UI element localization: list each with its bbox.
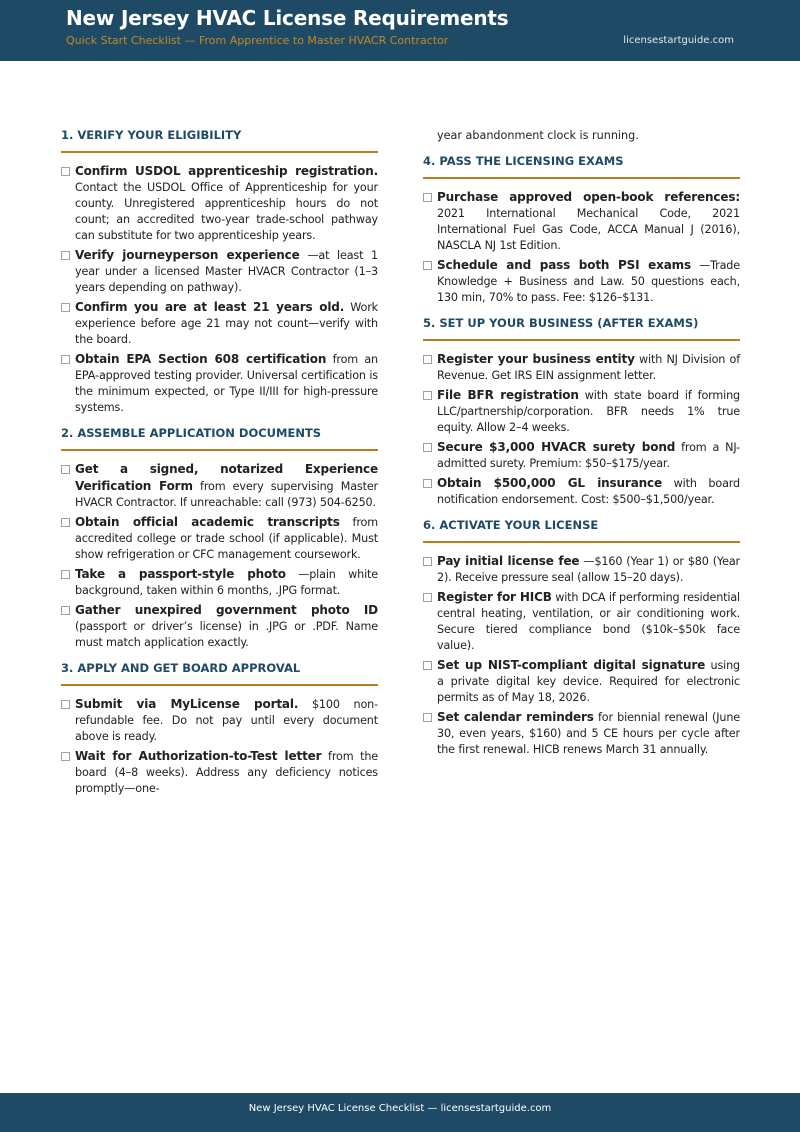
section-title: 5. SET UP YOUR BUSINESS (AFTER EXAMS) <box>423 316 740 341</box>
checklist-item <box>61 299 378 348</box>
checklist-item <box>423 709 740 758</box>
checklist-item <box>423 589 740 654</box>
item-lead: Verify journeyperson experience <box>75 248 300 262</box>
item-text: from an EPA-approved testing provider. Universal certification is the minimum expected, or Type II/III for high-pressure systems. <box>75 353 378 414</box>
item-lead: Pay initial license fee <box>437 554 580 568</box>
item-lead: Gather unexpired government photo ID <box>75 603 378 617</box>
checklist-item <box>61 748 378 797</box>
item-lead: Take a passport-style photo <box>75 567 286 581</box>
item-lead: Wait for Authorization-to-Test letter <box>75 749 322 763</box>
checkbox[interactable] <box>423 713 432 722</box>
checkbox[interactable] <box>423 355 432 364</box>
checkbox[interactable] <box>423 479 432 488</box>
item-text: from accredited college or trade school (if applicable). Must show refrigeration or CFC management coursework. <box>75 516 378 561</box>
checklist-item <box>423 351 740 384</box>
section-title: 4. PASS THE LICENSING EXAMS <box>423 154 740 179</box>
checkbox[interactable] <box>423 593 432 602</box>
item-text: —Trade Knowledge + Business and Law. 50 questions each, 130 min, 70% to pass. Fee: $126–$131. <box>437 259 740 304</box>
checklist-item <box>423 387 740 436</box>
item-text: with state board if forming LLC/partnership/corporation. BFR needs 1% true equity. Allow 2–4 weeks. <box>437 389 740 434</box>
page-header <box>0 0 800 61</box>
item-text: using a private digital key device. Required for electronic permits as of May 18, 2026. <box>437 659 740 704</box>
item-lead: Obtain official academic transcripts <box>75 515 340 529</box>
checkbox[interactable] <box>61 752 70 761</box>
item-text: from a NJ-admitted surety. Premium: $50–$175/year. <box>437 441 740 470</box>
checkbox[interactable] <box>423 557 432 566</box>
item-text: —$160 (Year 1) or $80 (Year 2). Receive pressure seal (allow 15–20 days). <box>437 555 740 584</box>
checklist-item <box>61 163 378 244</box>
item-text: —at least 1 year under a licensed Master HVACR Contractor (1–3 years depending on pathway). <box>75 249 378 294</box>
section-title: 6. ACTIVATE YOUR LICENSE <box>423 518 740 543</box>
item-lead: Get a signed, notarized Experience Verification Form <box>75 462 378 493</box>
site-url: licensestartguide.com <box>623 35 734 46</box>
checkbox[interactable] <box>61 251 70 260</box>
item-text: 2021 International Mechanical Code, 2021 International Fuel Gas Code, ACCA Manual J (2016), NASCLA NJ 1st Edition. <box>437 207 740 252</box>
checklist-item <box>61 602 378 651</box>
checkbox[interactable] <box>61 518 70 527</box>
checkbox[interactable] <box>423 193 432 202</box>
checkbox[interactable] <box>423 391 432 400</box>
checklist-item <box>61 566 378 599</box>
section-apply <box>61 661 378 797</box>
section-eligibility <box>61 128 378 416</box>
item-text: with DCA if performing residential central heating, ventilation, or air conditioning work. Secure tiered compliance bond ($10k–$50k face value). <box>437 591 740 652</box>
item-text: Work experience before age 21 may not count—verify with the board. <box>75 301 379 346</box>
checkbox[interactable] <box>61 465 70 474</box>
checkbox[interactable] <box>61 570 70 579</box>
item-text: $100 non-refundable fee. Do not pay until every document above is ready. <box>75 698 378 743</box>
checkbox[interactable] <box>423 661 432 670</box>
item-lead: Register for HICB <box>437 590 552 604</box>
checkbox[interactable] <box>61 303 70 312</box>
checklist-item <box>61 461 378 511</box>
item-continuation: year abandonment clock is running. <box>437 129 639 142</box>
item-lead: File BFR registration <box>437 388 579 402</box>
section-activate <box>423 518 740 758</box>
item-lead: Purchase approved open-book references: <box>437 190 740 204</box>
item-lead: Set up NIST-compliant digital signature <box>437 658 706 672</box>
section-exams <box>423 154 740 306</box>
item-text: with board notification endorsement. Cost: $500–$1,500/year. <box>437 477 740 506</box>
section-title: 3. APPLY AND GET BOARD APPROVAL <box>61 661 378 686</box>
section-business <box>423 316 740 508</box>
checklist-item <box>423 257 740 306</box>
checklist-item <box>423 475 740 508</box>
item-lead: Set calendar reminders <box>437 710 594 724</box>
checklist-item <box>423 439 740 472</box>
checkbox[interactable] <box>61 700 70 709</box>
checklist-item <box>423 553 740 586</box>
item-lead: Confirm USDOL apprenticeship registration. <box>75 164 378 178</box>
item-lead: Register your business entity <box>437 352 635 366</box>
checklist-item <box>61 247 378 296</box>
item-lead: Submit via MyLicense portal. <box>75 697 299 711</box>
footer-text: New Jersey HVAC License Checklist — licensestartguide.com <box>248 1103 552 1114</box>
checklist-item <box>61 696 378 745</box>
checkbox[interactable] <box>61 167 70 176</box>
left-column <box>61 128 378 807</box>
page-subtitle: Quick Start Checklist — From Apprentice to Master HVACR Contractor <box>66 34 449 47</box>
checklist-item <box>423 189 740 254</box>
checkbox[interactable] <box>61 606 70 615</box>
item-lead: Secure $3,000 HVACR surety bond <box>437 440 676 454</box>
item-lead: Obtain EPA Section 608 certification <box>75 352 327 366</box>
page-footer <box>0 1093 800 1132</box>
item-text: with NJ Division of Revenue. Get IRS EIN assignment letter. <box>437 353 740 382</box>
checkbox[interactable] <box>423 261 432 270</box>
item-text: from every supervising Master HVACR Contractor. If unreachable: call (973) 504-6250. <box>75 480 378 509</box>
page-title: New Jersey HVAC License Requirements <box>66 6 509 30</box>
section-title: 1. VERIFY YOUR ELIGIBILITY <box>61 128 378 153</box>
item-lead: Obtain $500,000 GL insurance <box>437 476 662 490</box>
section-title: 2. ASSEMBLE APPLICATION DOCUMENTS <box>61 426 378 451</box>
item-text: Contact the USDOL Office of Apprenticeship for your county. Unregistered apprenticeship hours do not count; an accredited two-year trade-school pathway can substitute for two apprenticeship years. <box>75 181 378 242</box>
right-column <box>423 128 740 768</box>
checkbox[interactable] <box>61 355 70 364</box>
item-text: for biennial renewal (June 30, even years, $160) and 5 CE hours per cycle after the first renewal. HICB renews March 31 annually. <box>437 711 740 756</box>
item-text: —plain white background, taken within 6 months, .JPG format. <box>75 568 379 597</box>
item-text: from the board (4–8 weeks). Address any deficiency notices promptly—one- <box>75 750 378 795</box>
item-lead: Confirm you are at least 21 years old. <box>75 300 345 314</box>
item-text: (passport or driver’s license) in .JPG or .PDF. Name must match application exactly. <box>75 620 378 649</box>
section-documents <box>61 426 378 651</box>
checklist-item <box>61 351 378 416</box>
checkbox[interactable] <box>423 443 432 452</box>
item-lead: Schedule and pass both PSI exams <box>437 258 692 272</box>
checklist-item <box>423 657 740 706</box>
checklist-item <box>61 514 378 563</box>
